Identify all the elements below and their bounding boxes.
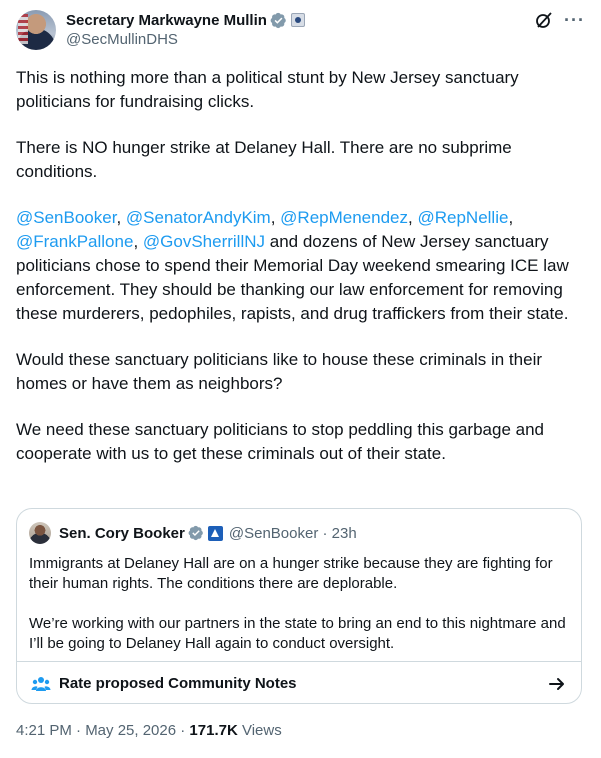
quote-body bbox=[29, 554, 574, 674]
views-label: Views bbox=[237, 722, 282, 739]
community-notes-people-icon bbox=[31, 674, 51, 694]
timestamp[interactable]: 4:21 PM · May 25, 2026 · bbox=[16, 722, 190, 739]
arrow-right-icon[interactable] bbox=[547, 674, 567, 694]
author-display-name[interactable]: Secretary Markwayne Mullin bbox=[66, 11, 267, 29]
mention-link[interactable]: @GovSherrillNJ bbox=[142, 232, 266, 251]
quote-handle-time[interactable]: @SenBooker · 23h bbox=[228, 524, 357, 542]
more-icon[interactable]: ··· bbox=[564, 10, 585, 30]
tweet-meta bbox=[16, 722, 282, 739]
quote-header bbox=[29, 522, 357, 544]
verified-badge-icon bbox=[270, 12, 287, 29]
mention-link[interactable]: @FrankPallone bbox=[16, 232, 134, 251]
quote-paragraph: Immigrants at Delaney Hall are on a hunger strike because they are fighting for their human rights. The conditions there are deplorable. bbox=[29, 555, 553, 592]
verified-badge-icon bbox=[188, 525, 204, 541]
tweet-mentions-paragraph: @SenBooker, @SenatorAndyKim, @RepMenendez, @RepNellie, @FrankPallone, @GovSherrillNJ and dozens of New Jersey sanctuary politicians chose to spend their Memorial Day weekend smearing ICE law enforcement. They should be thanking our law enforcement for removing these murderers, pedophiles, rapists, and drug traffickers from their state. bbox=[16, 208, 569, 323]
quoted-tweet[interactable] bbox=[16, 508, 582, 704]
tweet-header bbox=[16, 10, 585, 54]
community-notes-label: Rate proposed Community Notes bbox=[59, 675, 297, 692]
author-avatar[interactable] bbox=[16, 10, 56, 50]
views-count: 171.7K bbox=[189, 722, 238, 739]
tweet-paragraph: There is NO hunger strike at Delaney Hall. There are no subprime conditions. bbox=[16, 138, 512, 181]
mention-link[interactable]: @SenatorAndyKim bbox=[125, 208, 271, 227]
tweet-paragraph: Would these sanctuary politicians like to house these criminals in their homes or have them as neighbors? bbox=[16, 350, 543, 393]
quote-author-name[interactable]: Sen. Cory Booker bbox=[59, 524, 185, 542]
mention-link[interactable]: @RepNellie bbox=[417, 208, 509, 227]
quote-paragraph: We’re working with our partners in the state to bring an end to this nightmare and I’ll be going to Delaney Hall again to conduct oversight. bbox=[29, 615, 566, 652]
community-notes-row[interactable] bbox=[17, 661, 581, 704]
grok-icon[interactable] bbox=[534, 10, 554, 30]
author-handle[interactable]: @SecMullinDHS bbox=[66, 31, 178, 48]
mention-link[interactable]: @RepMenendez bbox=[280, 208, 409, 227]
tweet-paragraph: We need these sanctuary politicians to stop peddling this garbage and cooperate with us to get these criminals out of their state. bbox=[16, 420, 544, 463]
dhs-seal-icon bbox=[291, 13, 305, 27]
mention-link[interactable]: @SenBooker bbox=[16, 208, 117, 227]
tweet-actions bbox=[534, 10, 585, 30]
tweet-paragraph: This is nothing more than a political stunt by New Jersey sanctuary politicians for fundraising clicks. bbox=[16, 68, 519, 111]
tweet-body bbox=[16, 66, 588, 488]
government-flag-icon bbox=[208, 526, 223, 541]
author-name-block bbox=[66, 10, 305, 48]
quote-author-avatar[interactable] bbox=[29, 522, 51, 544]
mention-paragraph-text: and dozens of New Jersey sanctuary politicians chose to spend their Memorial Day weekend smearing ICE law enforcement. They should be thanking our law enforcement for removing these murderers, pedophiles, rapists, and drug traffickers from their state. bbox=[16, 232, 569, 323]
